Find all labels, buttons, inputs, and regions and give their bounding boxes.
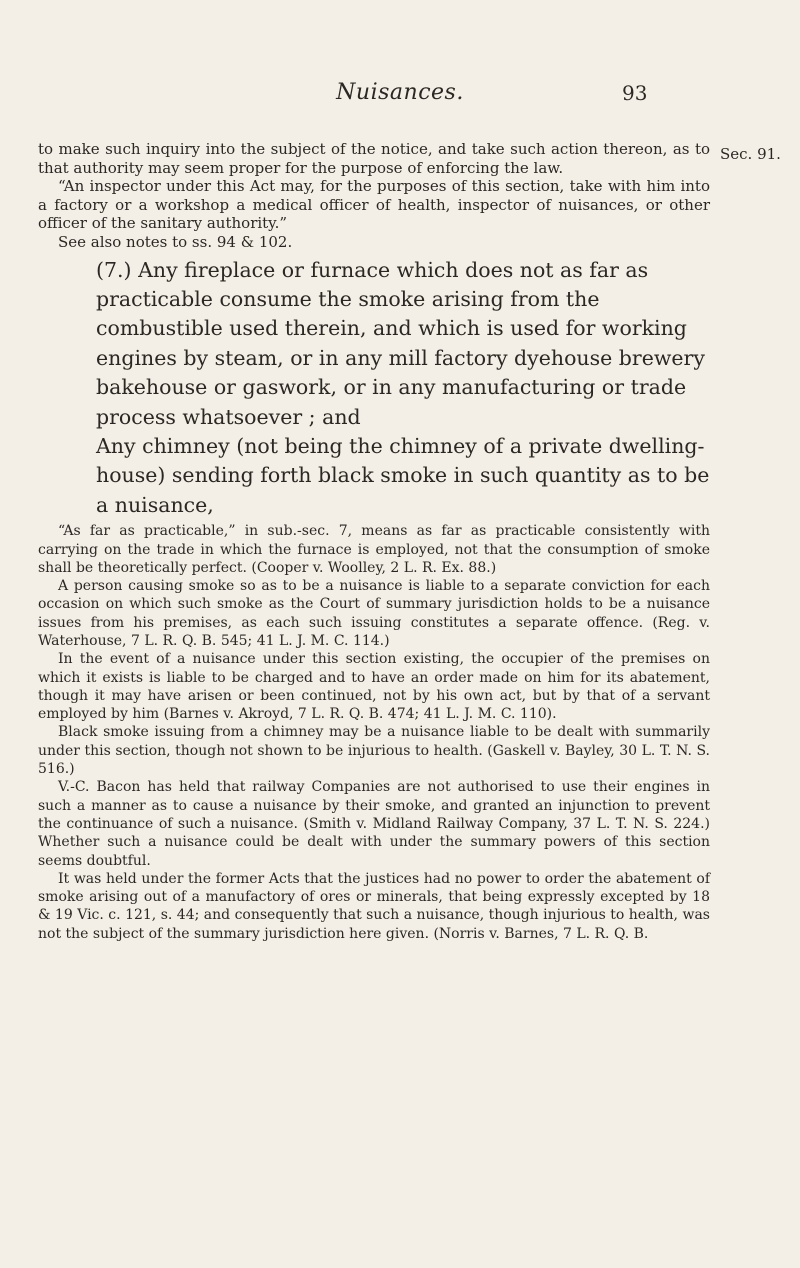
annotation-note: It was held under the former Acts that the justices had no power to order the abatement of smoke arising out of a manufactory of ores or minerals, that being expressly excepted by 18 & 19 Vic. c. 121, s. 44; and consequently that such a nuisance, though injurious to health, was not the subject of the summary jurisdiction here given. (Norris v. Barnes, 7 L. R. Q. B. [38, 870, 710, 942]
section-margin-note: Sec. 91. [720, 145, 781, 163]
annotation-note: Black smoke issuing from a chimney may be a nuisance liable to be dealt with summarily under this section, though not shown to be injurious to health. (Gaskell v. Bayley, 30 L. T. N. S. 516.) [38, 724, 710, 778]
statute-clause-chimney: Any chimney (not being the chimney of a private dwelling-house) sending forth black smoke in such quantity as to be a nuisance, [96, 434, 710, 517]
annotation-note: V.-C. Bacon has held that railway Companies are not authorised to use their engines in such a manner as to cause a nuisance by their smoke, and granted an injunction to prevent the continuance of such a nuisance. (Smith v. Midland Railway Company, 37 L. T. N. S. 224.) Whether such a nuisance could be dealt with under the summary powers of this section seems doubtful. [38, 779, 710, 869]
quoted-paragraph: “An inspector under this Act may, for the purposes of this section, take with him into a factory or a workshop a medical officer of health, inspector of nuisances, or other officer of the sanitary authority.” [38, 177, 710, 233]
statute-clause-7: (7.) Any fireplace or furnace which does not as far as practicable consume the smoke arising from the combustible used therein, and which is used for working engines by steam, or in any mill factory dyehouse brewery bakehouse or gaswork, or in any manufacturing or trade process whatsoever ; and [96, 257, 705, 429]
annotation-note: A person causing smoke so as to be a nuisance is liable to a separate conviction for each occasion on which such smoke as the Court of summary jurisdiction holds to be a nuisance issues from his premises, as each such issuing constitutes a separate offence. (Reg. v. Waterhouse, 7 L. R. Q. B. 545; 41 L. J. M. C. 114.) [38, 578, 710, 649]
page-number: 93 [622, 81, 648, 105]
running-title: Nuisances. [336, 80, 464, 105]
statute-text [96, 256, 710, 521]
running-head [0, 80, 800, 110]
paragraph-continuation: to make such inquiry into the subject of the notice, and take such action thereon, as to that authority may seem proper for the purpose of enforcing the law. [38, 140, 710, 177]
cross-reference: See also notes to ss. 94 & 102. [58, 232, 293, 251]
annotation-note: In the event of a nuisance under this section existing, the occupier of the premises on which it exists is liable to be charged and to have an order made on him for its abatement, though it may have arisen or been continued, not by his own act, but by that of a servant employed by him (Barnes v. Akroyd, 7 L. R. Q. B. 474; 41 L. J. M. C. 110). [38, 651, 710, 723]
annotation-note: “As far as practicable,” in sub.-sec. 7, means as far as practicable consistently with carrying on the trade in which the furnace is employed, not that the consumption of smoke shall be theoretically perfect. (Cooper v. Woolley, 2 L. R. Ex. 88.) [38, 523, 710, 576]
page-body [38, 140, 710, 943]
